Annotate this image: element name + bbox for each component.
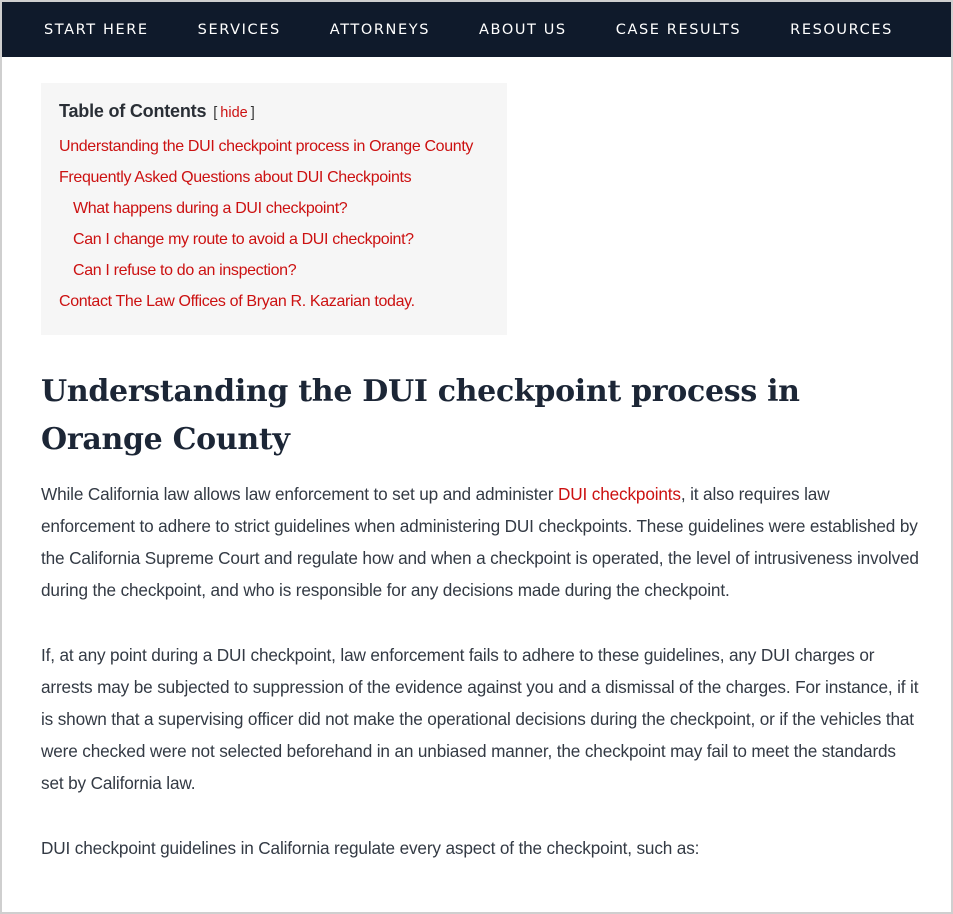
article-heading: Understanding the DUI checkpoint process in Orange County (41, 374, 800, 457)
toc-hide-link[interactable]: hide (220, 105, 248, 121)
article-paragraph-2: If, at any point during a DUI checkpoint, law enforcement fails to adhere to these guidelines, any DUI charges or arrests may be subjected to suppression of the evidence against you and a dismissal of the charges. For instance, if it is shown that a supervising officer did not make the operational decisions during the checkpoint, or if the vehicles that were checked were not selected beforehand in an unbiased manner, the checkpoint may fail to meet the standards set by California law. (41, 645, 919, 793)
toc-link-refuse-inspection[interactable]: Can I refuse to do an inspection? (73, 262, 297, 279)
nav-start-here[interactable]: START HERE (44, 21, 149, 38)
toc-toggle-open-bracket: [ (213, 105, 218, 121)
toc-item (59, 291, 507, 322)
article-paragraph-3: DUI checkpoint guidelines in California regulate every aspect of the checkpoint, such as: (41, 838, 700, 858)
toc-header (59, 101, 507, 122)
toc-link-contact[interactable]: Contact The Law Offices of Bryan R. Kazarian today. (59, 293, 415, 310)
toc-item (59, 198, 507, 229)
toc-link-understanding[interactable]: Understanding the DUI checkpoint process in Orange County (59, 138, 474, 155)
dui-checkpoints-link[interactable]: DUI checkpoints (557, 484, 681, 504)
toc-toggle (213, 105, 254, 121)
article-paragraph-1 (41, 478, 921, 606)
nav-case-results[interactable]: CASE RESULTS (615, 21, 742, 38)
toc-item (59, 260, 507, 291)
paragraph-text: , it also requires law enforcement to adhere to strict guidelines when administering DUI checkpoints. These guidelines were established by the California Supreme Court and regulate how and when a checkpoint is operated, the level of intrusiveness involved during the checkpoint, and who is responsible for any decisions made during the checkpoint. (41, 484, 919, 600)
toc-item (59, 167, 507, 198)
toc-toggle-close-bracket: ] (250, 105, 255, 121)
nav-attorneys[interactable]: ATTORNEYS (329, 21, 431, 38)
paragraph-text: While California law allows law enforcement to set up and administer (41, 484, 558, 504)
table-of-contents (41, 83, 507, 335)
nav-resources[interactable]: RESOURCES (790, 21, 893, 38)
article-body (41, 368, 921, 864)
toc-item (59, 136, 507, 167)
toc-link-what-happens[interactable]: What happens during a DUI checkpoint? (73, 200, 348, 217)
nav-services[interactable]: SERVICES (197, 21, 281, 38)
nav-about-us[interactable]: ABOUT US (479, 21, 567, 38)
main-nav (2, 2, 951, 57)
toc-link-faq[interactable]: Frequently Asked Questions about DUI Checkpoints (59, 169, 412, 186)
toc-title: Table of Contents (59, 101, 207, 121)
toc-link-change-route[interactable]: Can I change my route to avoid a DUI checkpoint? (73, 231, 414, 248)
toc-item (59, 229, 507, 260)
toc-list (59, 136, 507, 322)
